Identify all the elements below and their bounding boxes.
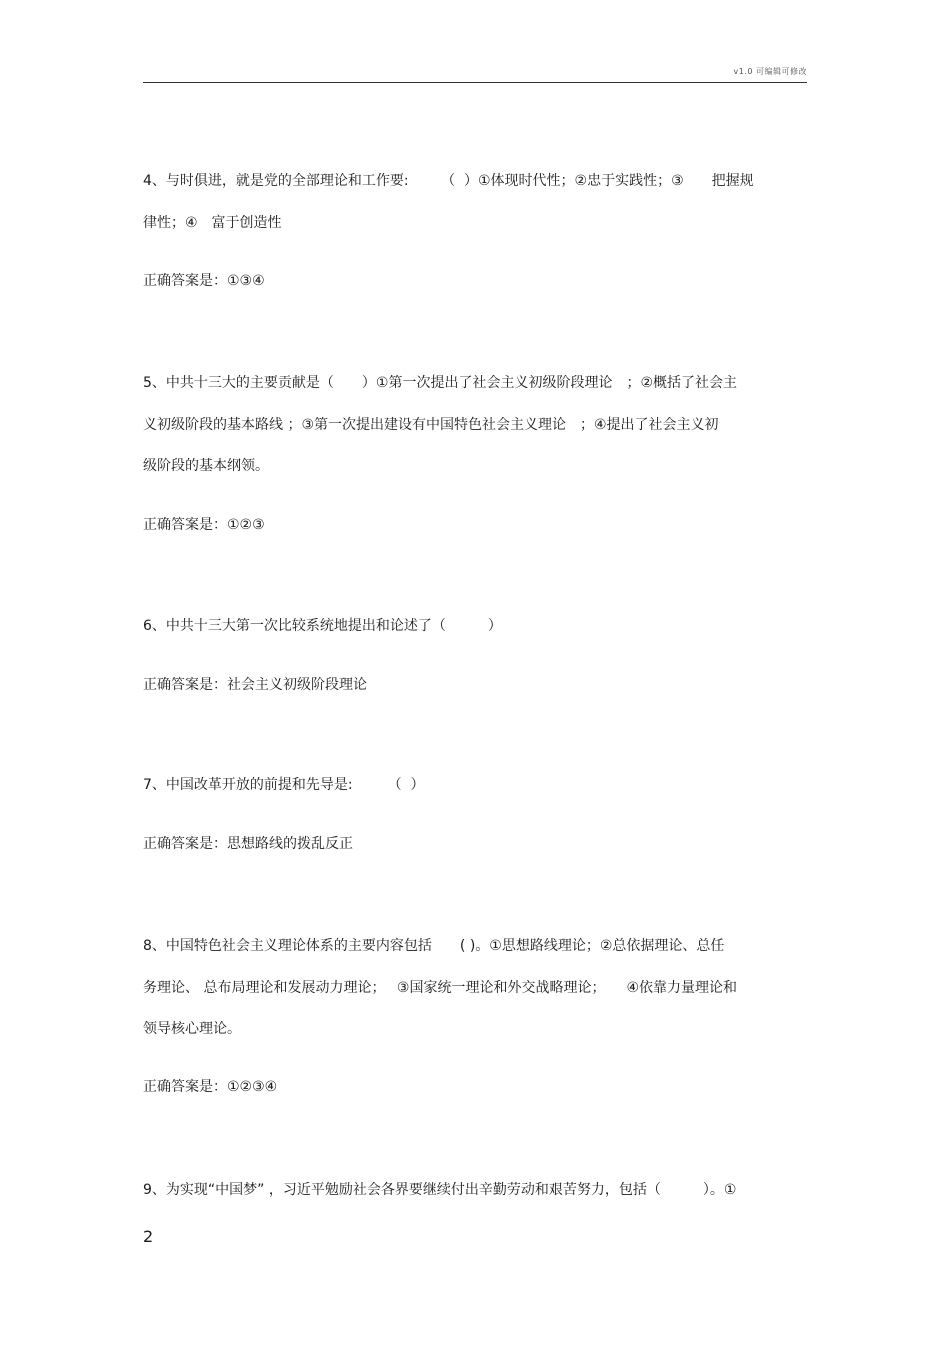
question-8-line-2: 务理论、 总布局理论和发展动力理论； ③国家统一理论和外交战略理论； ④依靠力量理论和 (143, 980, 737, 996)
question-7-answer: 正确答案是：思想路线的拨乱反正 (143, 836, 353, 852)
question-8-answer: 正确答案是：①②③④ (143, 1079, 278, 1095)
question-8-line-3: 领导核心理论。 (143, 1021, 241, 1037)
header-version-note: v1.0 可编辑可修改 (733, 67, 807, 76)
question-4-line-1: 4、与时俱进，就是党的全部理论和工作要: （ ）①体现时代性；②忠于实践性；③ 把握规 (143, 173, 754, 189)
question-5-line-3: 级阶段的基本纲领。 (143, 458, 269, 474)
question-5-line-1: 5、中共十三大的主要贡献是（ ）①第一次提出了社会主义初级阶段理论 ；②概括了社会主 (143, 375, 738, 391)
header-divider (143, 82, 807, 83)
question-7-line-1: 7、中国改革开放的前提和先导是: （ ） (143, 777, 425, 793)
page-number: 2 (143, 1227, 154, 1246)
question-6-answer: 正确答案是：社会主义初级阶段理论 (143, 677, 367, 693)
question-6-line-1: 6、中共十三大第一次比较系统地提出和论述了（ ） (143, 618, 502, 634)
question-4-line-2: 律性；④ 富于创造性 (143, 215, 282, 231)
question-8-line-1: 8、中国特色社会主义理论体系的主要内容包括 ( )。①思想路线理论；②总依据理论、总任 (143, 938, 725, 954)
question-5-line-2: 义初级阶段的基本路线 ；③第一次提出建设有中国特色社会主义理论 ；④提出了社会主义初 (143, 417, 719, 433)
question-9-line-1: 9、为实现“中国梦” ，习近平勉励社会各界要继续付出辛勤劳动和艰苦努力，包括（ ）。① (143, 1182, 737, 1198)
question-4-answer: 正确答案是：①③④ (143, 273, 265, 289)
question-5-answer: 正确答案是：①②③ (143, 517, 265, 533)
